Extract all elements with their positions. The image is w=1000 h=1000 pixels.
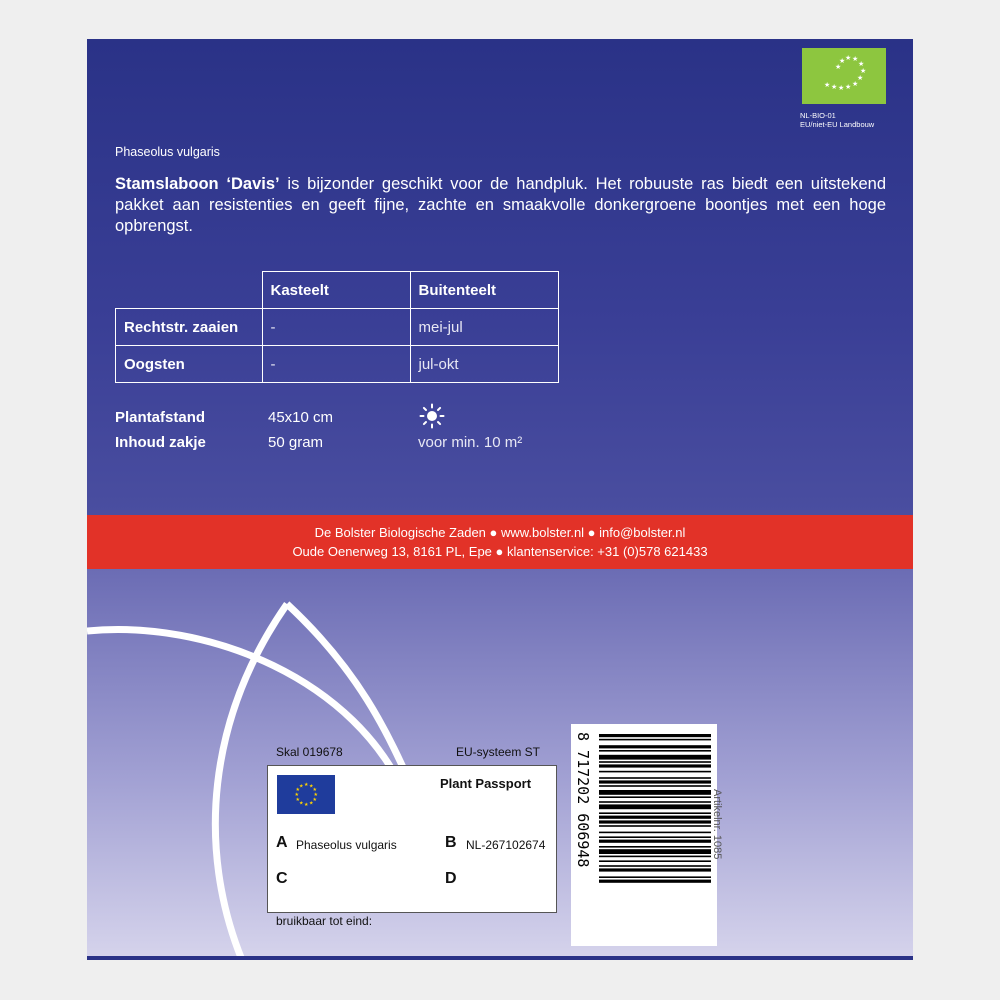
svg-text:★: ★ xyxy=(860,67,867,75)
barcode-bar xyxy=(599,804,711,809)
eu-system-label: EU-systeem ST xyxy=(456,745,541,759)
organic-certification-code xyxy=(800,111,874,129)
field-c-letter: C xyxy=(276,870,288,887)
sowing-schedule-table xyxy=(115,271,559,383)
barcode-bar xyxy=(599,865,711,867)
svg-text:★: ★ xyxy=(295,787,300,793)
spacing-label: Plantafstand xyxy=(115,409,206,426)
field-b-value: NL-267102674 xyxy=(466,838,546,852)
barcode-bar xyxy=(599,796,711,798)
barcode-bar xyxy=(599,820,711,823)
barcode-bar xyxy=(599,816,711,819)
svg-text:★: ★ xyxy=(839,57,846,65)
eu-flag-icon xyxy=(277,775,335,814)
eu-organic-leaf-icon xyxy=(802,48,886,104)
svg-text:★: ★ xyxy=(309,783,314,790)
barcode-bar xyxy=(599,840,711,843)
skal-number: Skal 019678 xyxy=(276,745,343,759)
product-name: Stamslaboon ‘Davis’ xyxy=(115,175,280,193)
svg-text:★: ★ xyxy=(304,782,309,788)
best-before-label: bruikbaar tot eind: xyxy=(276,914,373,928)
table-row xyxy=(116,309,559,346)
barcode-bars xyxy=(571,724,717,946)
svg-text:★: ★ xyxy=(831,83,838,91)
row-label-oogsten: Oogsten xyxy=(116,346,263,383)
barcode-bar xyxy=(599,825,711,827)
svg-text:★: ★ xyxy=(838,84,845,92)
cell-zaaien-kasteelt: - xyxy=(262,309,410,346)
passport-title: Plant Passport xyxy=(440,776,532,791)
top-panel xyxy=(87,39,913,515)
svg-text:★: ★ xyxy=(312,787,317,793)
field-a-value: Phaseolus vulgaris xyxy=(296,838,397,852)
sun-icon xyxy=(419,403,445,429)
barcode-bar xyxy=(599,764,711,767)
table-header-row xyxy=(116,272,559,309)
svg-text:★: ★ xyxy=(852,55,859,63)
barcode-bar xyxy=(599,771,711,773)
barcode-bar xyxy=(599,856,711,858)
product-description xyxy=(115,174,886,237)
barcode-bar xyxy=(599,876,711,878)
barcode-digits: 8 717202 606948 xyxy=(574,732,592,868)
table-row xyxy=(116,346,559,383)
barcode-bar xyxy=(599,860,711,862)
svg-text:★: ★ xyxy=(299,783,304,790)
barcode-bar xyxy=(599,785,711,787)
cell-zaaien-buitenteelt: mei-jul xyxy=(410,309,558,346)
bottom-rule xyxy=(87,956,913,960)
barcode-bar xyxy=(599,790,711,795)
cell-oogsten-kasteelt: - xyxy=(262,346,410,383)
barcode-bar xyxy=(599,777,711,779)
field-a-letter: A xyxy=(276,834,288,851)
svg-text:★: ★ xyxy=(312,797,317,803)
coverage-value: voor min. 10 m² xyxy=(418,434,523,451)
svg-text:★: ★ xyxy=(824,81,831,89)
svg-text:★: ★ xyxy=(309,800,314,807)
barcode-bar xyxy=(599,812,711,814)
plant-passport xyxy=(267,765,557,913)
ean-barcode xyxy=(571,724,717,946)
certification-line-1: NL-BIO-01 xyxy=(800,111,836,120)
svg-text:★: ★ xyxy=(295,797,300,803)
svg-text:★: ★ xyxy=(304,802,309,808)
cell-oogsten-buitenteelt: jul-okt xyxy=(410,346,558,383)
content-label: Inhoud zakje xyxy=(115,434,206,451)
seed-packet-back xyxy=(87,39,913,960)
field-d-letter: D xyxy=(445,870,457,887)
barcode-bar xyxy=(599,755,711,760)
certification-line-2: EU/niet-EU Landbouw xyxy=(800,120,875,129)
column-header-kasteelt: Kasteelt xyxy=(262,272,410,309)
description-text: is bijzonder geschikt voor de handpluk. Het robuuste ras biedt een uitstekend pakket aan resistenties en geeft fijne, zachte en smaakvolle donkergroene boontjes met een hoge opbrengst. xyxy=(115,175,886,235)
barcode-bar xyxy=(599,750,711,752)
field-b-letter: B xyxy=(445,834,457,851)
contact-band xyxy=(87,515,913,569)
article-number: Artikelnr. 1085 xyxy=(711,789,723,860)
column-header-buitenteelt: Buitenteelt xyxy=(410,272,558,309)
svg-text:★: ★ xyxy=(852,80,859,88)
svg-text:★: ★ xyxy=(858,60,865,68)
barcode-bar xyxy=(599,739,711,741)
barcode-bar xyxy=(599,849,711,854)
barcode-bar xyxy=(599,780,711,783)
svg-text:★: ★ xyxy=(857,74,864,82)
barcode-bar xyxy=(599,761,711,763)
table-corner xyxy=(116,272,263,309)
contact-line-2: Oude Oenerweg 13, 8161 PL, Epe ● klantenservice: +31 (0)578 621433 xyxy=(292,544,708,559)
barcode-bar xyxy=(599,868,711,871)
contact-line-1: De Bolster Biologische Zaden ● www.bolster.nl ● info@bolster.nl xyxy=(314,525,686,540)
latin-name: Phaseolus vulgaris xyxy=(115,145,220,159)
barcode-bar xyxy=(599,745,711,748)
barcode-bar xyxy=(599,734,711,737)
svg-text:★: ★ xyxy=(299,800,304,807)
row-label-zaaien: Rechtstr. zaaien xyxy=(116,309,263,346)
svg-text:★: ★ xyxy=(313,792,318,798)
barcode-bar xyxy=(599,846,711,848)
svg-text:★: ★ xyxy=(845,83,852,91)
barcode-bar xyxy=(599,801,711,803)
svg-text:★: ★ xyxy=(845,54,852,62)
barcode-bar xyxy=(599,880,711,883)
content-value: 50 gram xyxy=(268,434,324,451)
svg-text:★: ★ xyxy=(835,63,842,71)
barcode-bar xyxy=(599,832,711,834)
spacing-value: 45x10 cm xyxy=(268,409,334,426)
barcode-bar xyxy=(599,836,711,838)
svg-text:★: ★ xyxy=(294,792,299,798)
